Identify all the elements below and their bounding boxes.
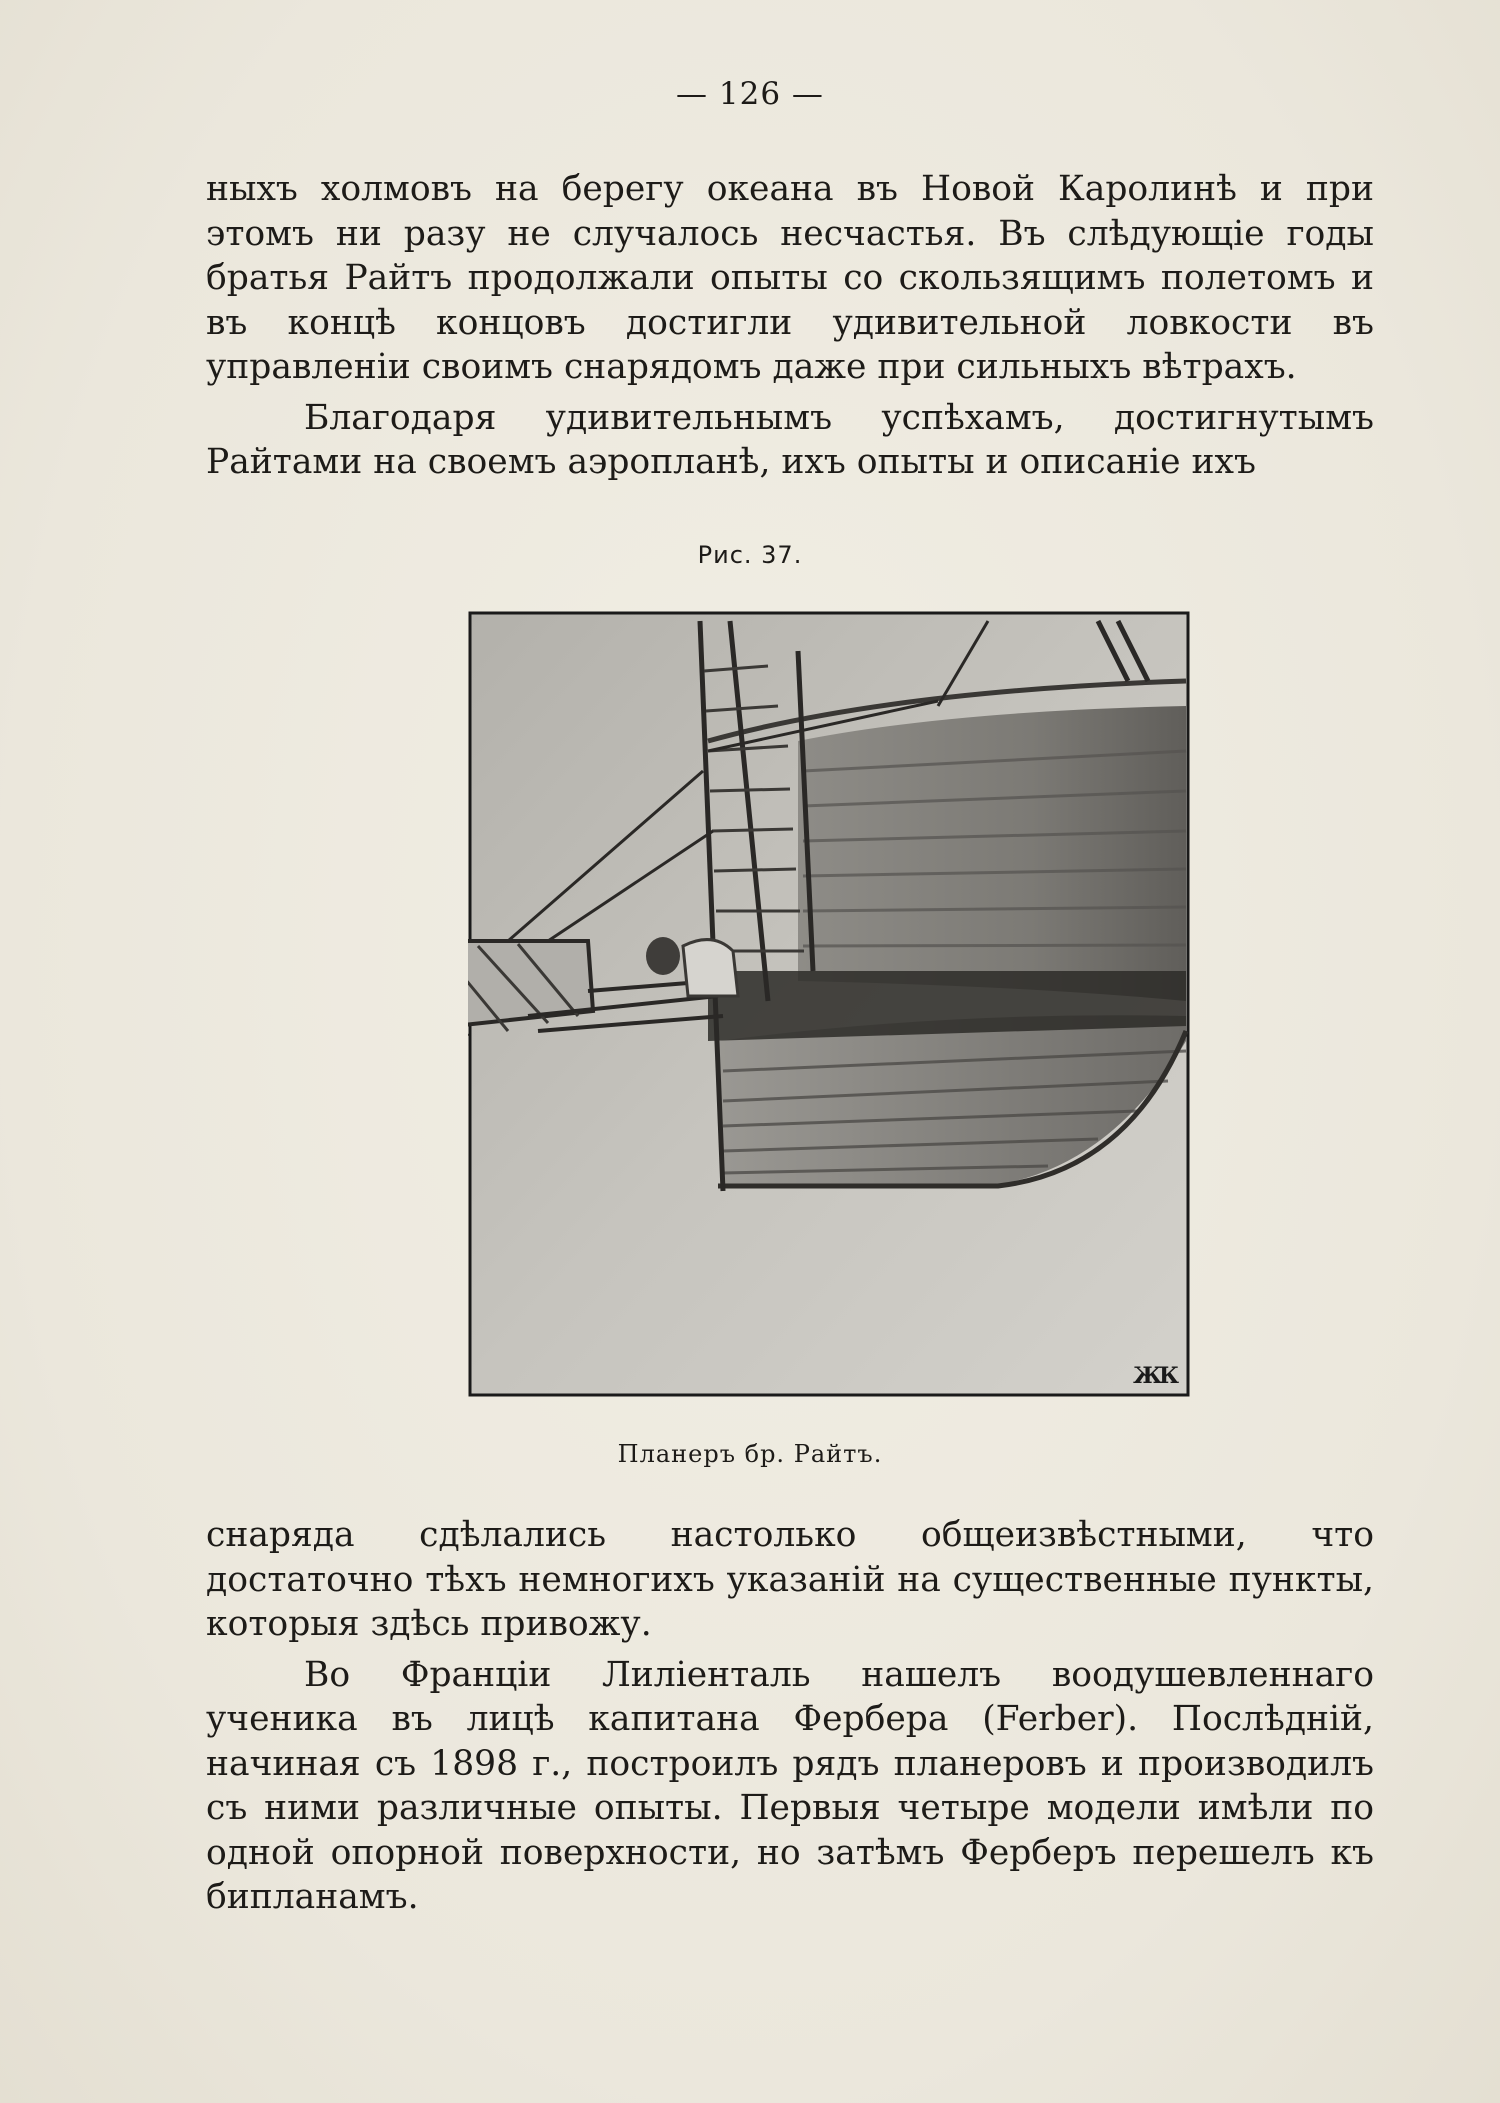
text-block-bottom <box>206 1513 1374 1920</box>
illustrator-monogram: ЖК <box>1133 1363 1176 1389</box>
paragraph: ныхъ холмовъ на берегу океана въ Новой Каролинѣ и при этомъ ни разу не случалось несчастья. Въ слѣдующіе годы братья Райтъ продолжали опыты со скользящимъ полетомъ и въ концѣ концовъ достигли удивительной ловкости въ управленіи своимъ снарядомъ даже при сильныхъ вѣтрахъ. <box>206 169 1374 387</box>
figure-label: Рис. 37. <box>697 541 803 569</box>
glider-illustration <box>468 611 1190 1397</box>
figure-glider <box>468 611 1190 1397</box>
paragraph: Во Франціи Лиліенталь нашелъ воодушевленнаго ученика въ лицѣ капитана Фербера (Ferber). Послѣдній, начиная съ 1898 г., построилъ рядъ планеровъ и производилъ съ ними различные опыты. Первыя четыре модели имѣли по одной опорной поверхности, но затѣмъ Ферберъ перешелъ къ бипланамъ. <box>206 1654 1374 1917</box>
paragraph: Благодаря удивительнымъ успѣхамъ, достигнутымъ Райтами на своемъ аэропланѣ, ихъ опыты и описаніе ихъ <box>206 397 1374 482</box>
text-block-top <box>206 167 1374 485</box>
paragraph: снаряда сдѣлались настолько общеизвѣстными, что достаточно тѣхъ немногихъ указаній на существенные пункты, которыя здѣсь привожу. <box>206 1515 1374 1644</box>
page-number: — 126 — <box>676 76 824 112</box>
figure-caption: Планеръ бр. Райтъ. <box>617 1440 883 1468</box>
